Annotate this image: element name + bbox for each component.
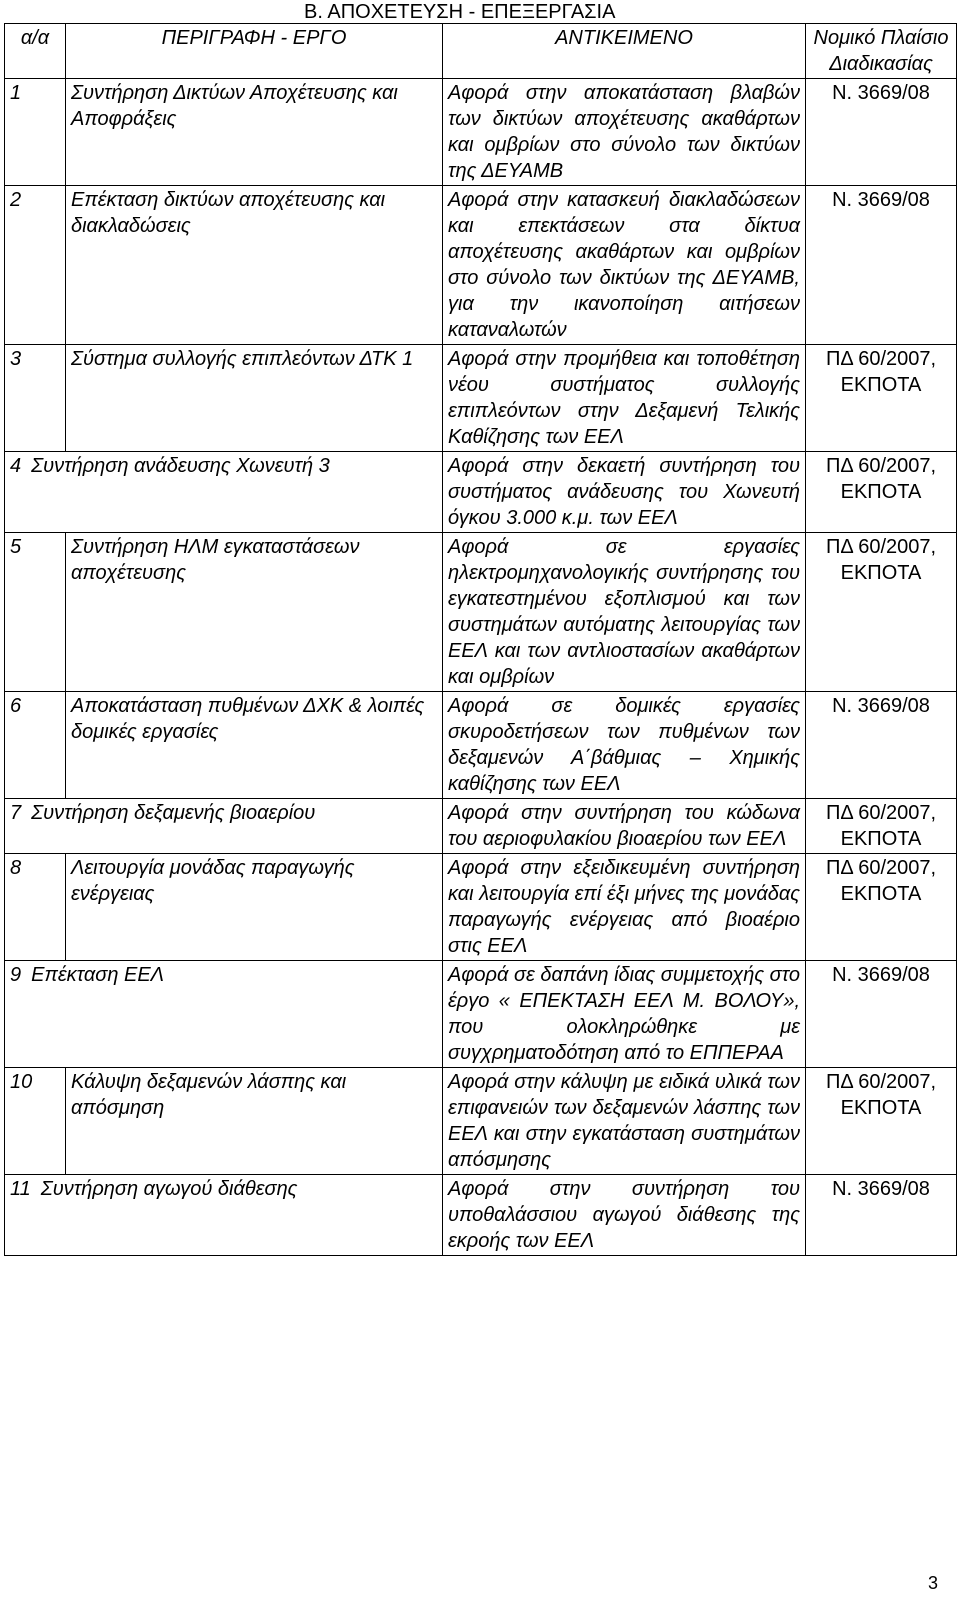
row-object: Αφορά σε δαπάνη ίδιας συμμετοχής στο έργο « ΕΠΕΚΤΑΣΗ ΕΕΛ Μ. ΒΟΛΟΥ», που ολοκληρώθηκε με συγχρηματοδότηση από το ΕΠΠΕΡΑΑ <box>443 961 806 1068</box>
row-object: Αφορά στην συντήρηση του κώδωνα του αεριοφυλακίου βιοαερίου των ΕΕΛ <box>443 799 806 854</box>
procedures-table <box>4 23 957 1256</box>
header-legal: Νομικό Πλαίσιο Διαδικασίας <box>806 24 957 79</box>
row-legal-framework: ΠΔ 60/2007, ΕΚΠΟΤΑ <box>806 345 957 452</box>
row-object: Αφορά στην δεκαετή συντήρηση του συστήματος ανάδευσης του Χωνευτή όγκου 3.000 κ.μ. των ΕΕΛ <box>443 452 806 533</box>
table-row <box>5 533 957 692</box>
row-legal-framework: ΠΔ 60/2007, ΕΚΠΟΤΑ <box>806 799 957 854</box>
row-number-description <box>5 1175 443 1256</box>
table-row <box>5 1068 957 1175</box>
row-object: Αφορά στην κατασκευή διακλαδώσεων και επεκτάσεων στα δίκτυα αποχέτευσης ακαθάρτων και ομβρίων στο σύνολο των δικτύων της ΔΕΥΑΜΒ, για την ικανοποίηση αιτήσεων καταναλωτών <box>443 186 806 345</box>
row-object: Αφορά σε δομικές εργασίες σκυροδετήσεων των πυθμένων των δεξαμενών Α΄βάθμιας – Χημικής καθίζησης των ΕΕΛ <box>443 692 806 799</box>
row-number: 9 <box>10 964 22 986</box>
table-row <box>5 186 957 345</box>
row-legal-framework: Ν. 3669/08 <box>806 186 957 345</box>
row-number-description <box>5 961 443 1068</box>
row-description: Συντήρηση ανάδευσης Χωνευτή 3 <box>31 455 330 477</box>
row-legal-framework: Ν. 3669/08 <box>806 1175 957 1256</box>
row-legal-framework: ΠΔ 60/2007, ΕΚΠΟΤΑ <box>806 854 957 961</box>
row-description: Συντήρηση ΗΛΜ εγκαταστάσεων αποχέτευσης <box>66 533 443 692</box>
row-number: 3 <box>5 345 66 452</box>
row-number: 10 <box>5 1068 66 1175</box>
header-aa: α/α <box>5 24 66 79</box>
table-row <box>5 854 957 961</box>
row-number: 4 <box>10 455 22 477</box>
row-number: 8 <box>5 854 66 961</box>
row-object: Αφορά στην αποκατάσταση βλαβών των δικτύων αποχέτευσης ακαθάρτων και ομβρίων στο σύνολο των δικτύων της ΔΕΥΑΜΒ <box>443 79 806 186</box>
row-number: 1 <box>5 79 66 186</box>
row-object: Αφορά στην συντήρηση του υποθαλάσσιου αγωγού διάθεσης της εκροής των ΕΕΛ <box>443 1175 806 1256</box>
row-description: Συντήρηση δεξαμενής βιοαερίου <box>31 802 316 824</box>
row-object: Αφορά στην εξειδικευμένη συντήρηση και λειτουργία επί έξι μήνες της μονάδας παραγωγής ενέργειας από βιοαέριο στις ΕΕΛ <box>443 854 806 961</box>
row-description: Κάλυψη δεξαμενών λάσπης και απόσμηση <box>66 1068 443 1175</box>
row-object: Αφορά στην κάλυψη με ειδικά υλικά των επιφανειών των δεξαμενών λάσπης των ΕΕΛ και στην εγκατάσταση συστημάτων απόσμησης <box>443 1068 806 1175</box>
row-legal-framework: ΠΔ 60/2007, ΕΚΠΟΤΑ <box>806 1068 957 1175</box>
row-legal-framework: Ν. 3669/08 <box>806 79 957 186</box>
row-number: 6 <box>5 692 66 799</box>
row-object: Αφορά σε εργασίες ηλεκτρομηχανολογικής συντήρησης του εγκατεστημένου εξοπλισμού και των συστημάτων αυτόματης λειτουργίας των ΕΕΛ και των αντλιοστασίων ακαθάρτων και ομβρίων <box>443 533 806 692</box>
row-description: Συντήρηση Δικτύων Αποχέτευσης και Αποφράξεις <box>66 79 443 186</box>
header-object: ΑΝΤΙΚΕΙΜΕΝΟ <box>443 24 806 79</box>
row-legal-framework: Ν. 3669/08 <box>806 961 957 1068</box>
table-row <box>5 79 957 186</box>
row-legal-framework: ΠΔ 60/2007, ΕΚΠΟΤΑ <box>806 533 957 692</box>
row-description: Επέκταση δικτύων αποχέτευσης και διακλαδώσεις <box>66 186 443 345</box>
table-header-row <box>5 24 957 79</box>
row-number-description <box>5 799 443 854</box>
row-description: Αποκατάσταση πυθμένων ΔΧΚ & λοιπές δομικές εργασίες <box>66 692 443 799</box>
row-description: Σύστημα συλλογής επιπλεόντων ΔΤΚ 1 <box>66 345 443 452</box>
table-row <box>5 1175 957 1256</box>
table-row <box>5 961 957 1068</box>
row-number: 2 <box>5 186 66 345</box>
row-number: 5 <box>5 533 66 692</box>
table-row <box>5 692 957 799</box>
table-row <box>5 799 957 854</box>
row-description: Επέκταση ΕΕΛ <box>31 964 164 986</box>
table-row <box>5 345 957 452</box>
table-row <box>5 452 957 533</box>
row-description: Συντήρηση αγωγού διάθεσης <box>40 1178 298 1200</box>
page-number: 3 <box>927 1573 938 1593</box>
row-legal-framework: Ν. 3669/08 <box>806 692 957 799</box>
row-number-description <box>5 452 443 533</box>
row-number: 7 <box>10 802 22 824</box>
row-legal-framework: ΠΔ 60/2007, ΕΚΠΟΤΑ <box>806 452 957 533</box>
row-object: Αφορά στην προμήθεια και τοποθέτηση νέου συστήματος συλλογής επιπλεόντων στην Δεξαμενή Τελικής Καθίζησης των ΕΕΛ <box>443 345 806 452</box>
page-title: Β. ΑΠΟΧΕΤΕΥΣΗ - ΕΠΕΞΕΡΓΑΣΙΑ <box>304 1 616 23</box>
row-number: 11 <box>10 1178 31 1200</box>
row-description: Λειτουργία μονάδας παραγωγής ενέργειας <box>66 854 443 961</box>
header-description: ΠΕΡΙΓΡΑΦΗ - ΕΡΓΟ <box>66 24 443 79</box>
